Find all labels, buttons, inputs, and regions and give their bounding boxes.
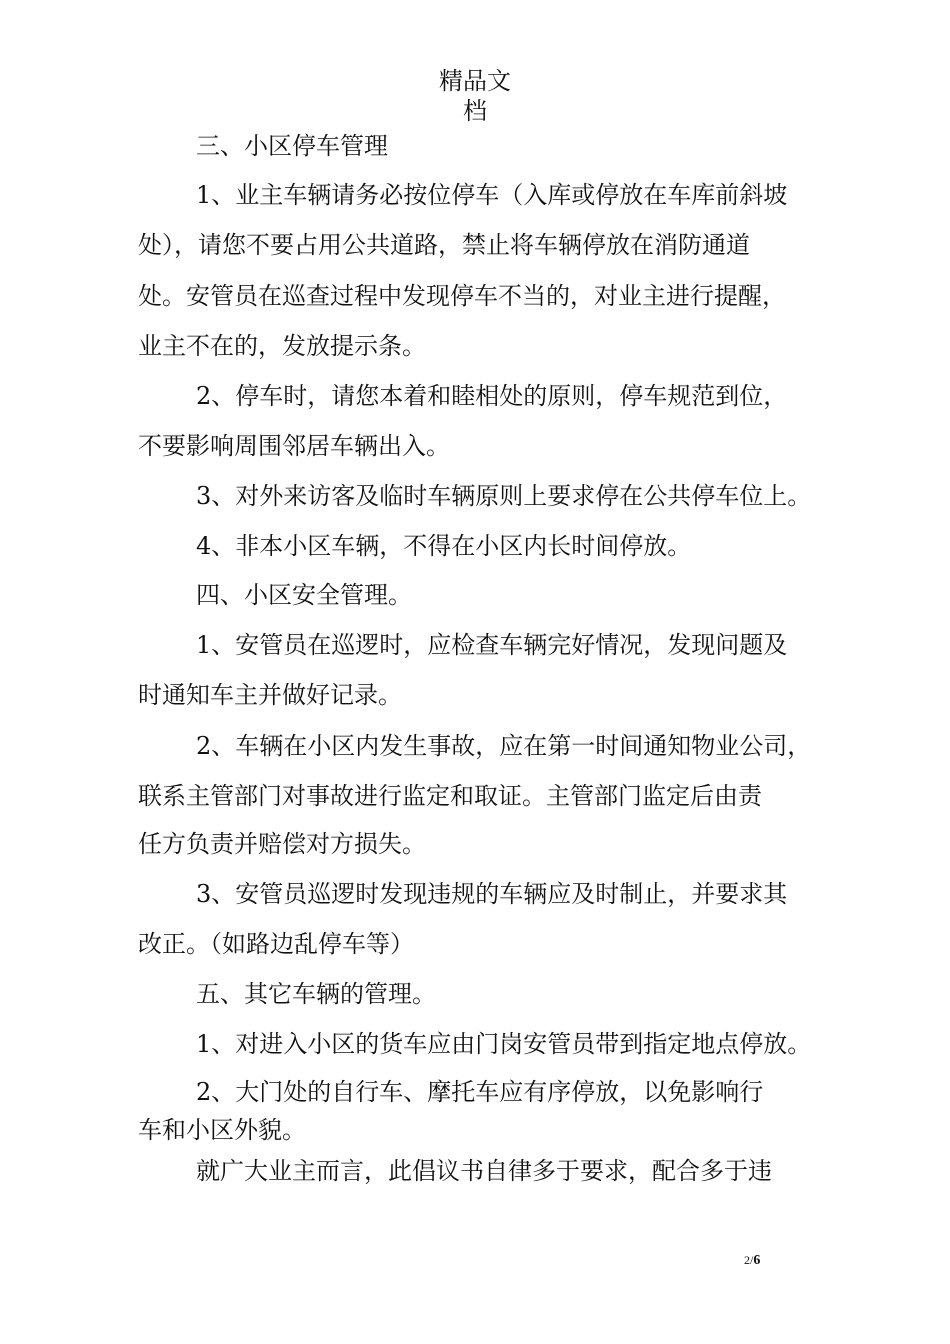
paragraph-line: 2、大门处的自行车、摩托车应有序停放，以免影响行 [196, 1078, 764, 1106]
paragraph-line: 3、安管员巡逻时发现违规的车辆应及时制止，并要求其 [196, 880, 788, 908]
section-heading-other-vehicles: 五、其它车辆的管理。 [196, 980, 436, 1008]
paragraph-line: 2、车辆在小区内发生事故，应在第一时间通知物业公司， [196, 732, 812, 760]
paragraph-line: 4、非本小区车辆，不得在小区内长时间停放。 [196, 532, 692, 560]
document-header [400, 66, 550, 126]
paragraph-line: 处。安管员在巡查过程中发现停车不当的，对业主进行提醒， [138, 282, 786, 310]
section-heading-parking: 三、小区停车管理 [196, 132, 388, 160]
paragraph-line: 不要影响周围邻居车辆出入。 [138, 432, 450, 460]
paragraph-line: 处），请您不要占用公共道路，禁止将车辆停放在消防通道 [138, 231, 750, 259]
paragraph-line: 3、对外来访客及临时车辆原则上要求停在公共停车位上。 [196, 482, 812, 510]
page-number [744, 1253, 760, 1269]
page-total: 6 [753, 1253, 761, 1268]
paragraph-line: 1、安管员在巡逻时，应检查车辆完好情况，发现问题及 [196, 631, 788, 659]
paragraph-line: 时通知车主并做好记录。 [138, 681, 402, 709]
paragraph-line: 就广大业主而言，此倡议书自律多于要求，配合多于违 [196, 1157, 772, 1185]
paragraph-line: 改正。（如路边乱停车等） [138, 930, 414, 958]
paragraph-line: 任方负责并赔偿对方损失。 [138, 830, 426, 858]
header-line-1: 精品文 [439, 67, 511, 95]
page-current: 2/ [744, 1253, 754, 1267]
paragraph-line: 联系主管部门对事故进行监定和取证。主管部门监定后由责 [138, 782, 762, 810]
paragraph-line: 1、业主车辆请务必按位停车（入库或停放在车库前斜坡 [196, 181, 788, 209]
section-heading-safety: 四、小区安全管理。 [196, 581, 412, 609]
paragraph-line: 2、停车时，请您本着和睦相处的原则，停车规范到位， [196, 382, 788, 410]
header-line-2: 档 [463, 97, 487, 125]
paragraph-line: 车和小区外貌。 [138, 1116, 306, 1144]
paragraph-line: 业主不在的，发放提示条。 [138, 332, 426, 360]
paragraph-line: 1、对进入小区的货车应由门岗安管员带到指定地点停放。 [196, 1030, 812, 1058]
